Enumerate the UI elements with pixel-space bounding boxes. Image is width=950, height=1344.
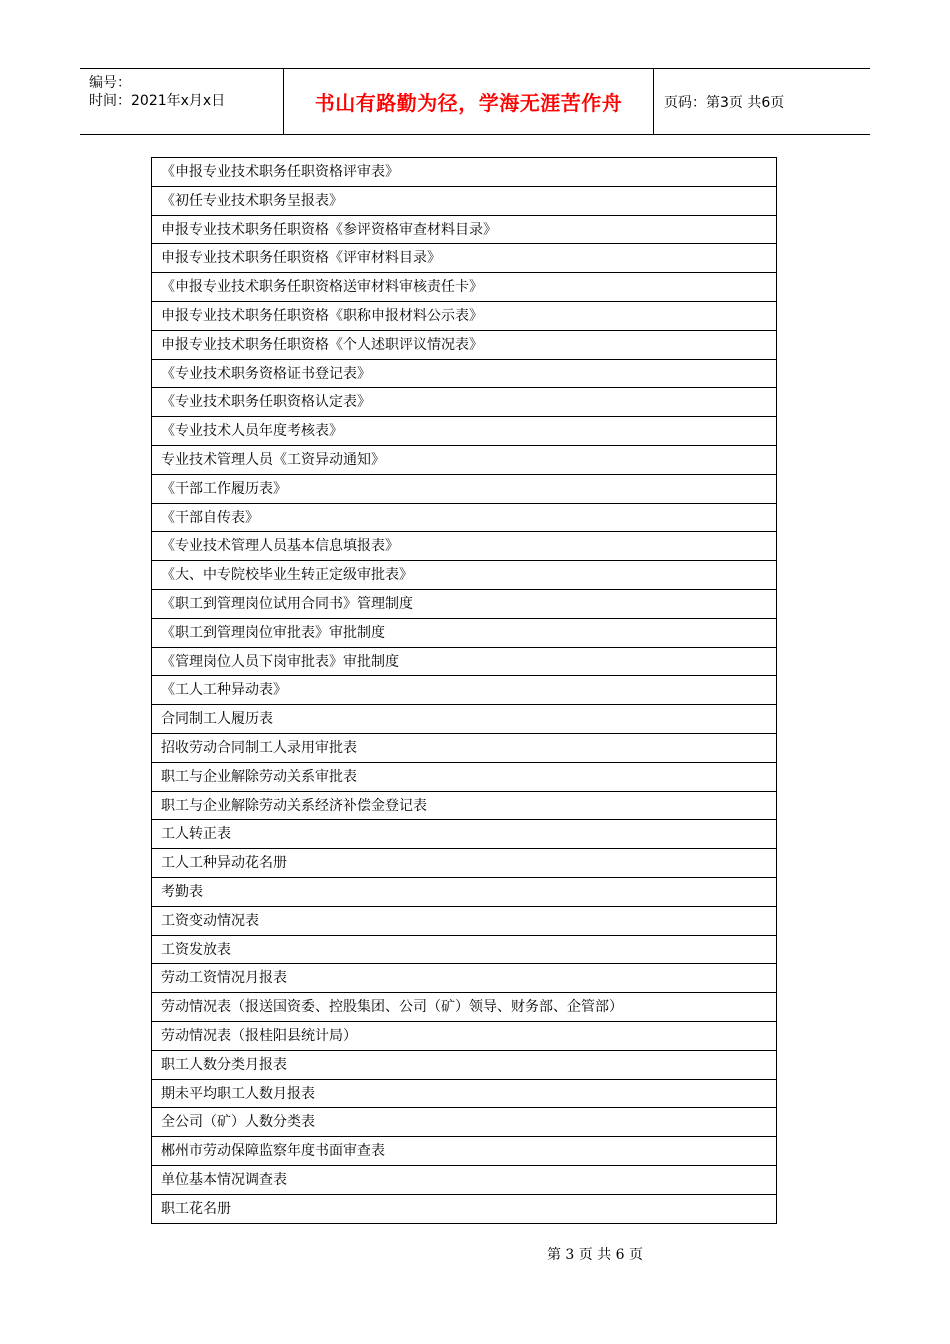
table-row: 《初任专业技术职务呈报表》 — [152, 187, 776, 216]
table-row: 《专业技术管理人员基本信息填报表》 — [152, 532, 776, 561]
table-row: 专业技术管理人员《工资异动通知》 — [152, 446, 776, 475]
table-row: 职工与企业解除劳动关系审批表 — [152, 763, 776, 792]
table-row: 申报专业技术职务任职资格《参评资格审查材料目录》 — [152, 216, 776, 245]
table-row: 劳动工资情况月报表 — [152, 964, 776, 993]
table-row: 合同制工人履历表 — [152, 705, 776, 734]
page-footer: 第 3 页 共 6 页 — [546, 1247, 644, 1263]
table-row: 工人工种异动花名册 — [152, 849, 776, 878]
table-row: 《管理岗位人员下岗审批表》审批制度 — [152, 648, 776, 677]
table-row: 《专业技术职务任职资格认定表》 — [152, 388, 776, 417]
document-number-label: 编号： — [89, 75, 131, 91]
table-row: 《干部工作履历表》 — [152, 475, 776, 504]
table-row: 《工人工种异动表》 — [152, 676, 776, 705]
table-row: 申报专业技术职务任职资格《评审材料目录》 — [152, 244, 776, 273]
header-meta — [80, 69, 283, 134]
table-row: 《大、中专院校毕业生转正定级审批表》 — [152, 561, 776, 590]
page-header — [80, 68, 870, 135]
document-time-label: 时间：2021年x月x日 — [89, 93, 226, 109]
table-row: 《职工到管理岗位审批表》审批制度 — [152, 619, 776, 648]
form-list-table — [151, 157, 777, 1224]
table-row: 职工花名册 — [161, 1200, 231, 1217]
table-row: 单位基本情况调查表 — [152, 1166, 776, 1195]
table-row: 《职工到管理岗位试用合同书》管理制度 — [152, 590, 776, 619]
table-row: 职工人数分类月报表 — [152, 1051, 776, 1080]
table-row: 《专业技术人员年度考核表》 — [152, 417, 776, 446]
table-row: 申报专业技术职务任职资格《个人述职评议情况表》 — [152, 331, 776, 360]
table-row: 工资发放表 — [152, 936, 776, 965]
table-row: 职工与企业解除劳动关系经济补偿金登记表 — [152, 792, 776, 821]
table-row: 全公司（矿）人数分类表 — [152, 1108, 776, 1137]
table-row: 工资变动情况表 — [152, 907, 776, 936]
table-row: 《申报专业技术职务任职资格评审表》 — [152, 158, 776, 187]
table-row: 考勤表 — [152, 878, 776, 907]
table-row: 《申报专业技术职务任职资格送审材料审核责任卡》 — [152, 273, 776, 302]
table-row: 劳动情况表（报送国资委、控股集团、公司（矿）领导、财务部、企管部） — [152, 993, 776, 1022]
header-page-label: 页码：第3页 共6页 — [664, 94, 785, 111]
table-row: 《干部自传表》 — [152, 504, 776, 533]
table-row: 《专业技术职务资格证书登记表》 — [152, 360, 776, 389]
table-row: 申报专业技术职务任职资格《职称申报材料公示表》 — [152, 302, 776, 331]
table-row: 劳动情况表（报桂阳县统计局） — [152, 1022, 776, 1051]
table-row: 郴州市劳动保障监察年度书面审查表 — [152, 1137, 776, 1166]
table-row: 招收劳动合同制工人录用审批表 — [152, 734, 776, 763]
header-motto: 书山有路勤为径，学海无涯苦作舟 — [283, 69, 654, 134]
table-row: 工人转正表 — [152, 820, 776, 849]
table-row: 期未平均职工人数月报表 — [152, 1080, 776, 1109]
